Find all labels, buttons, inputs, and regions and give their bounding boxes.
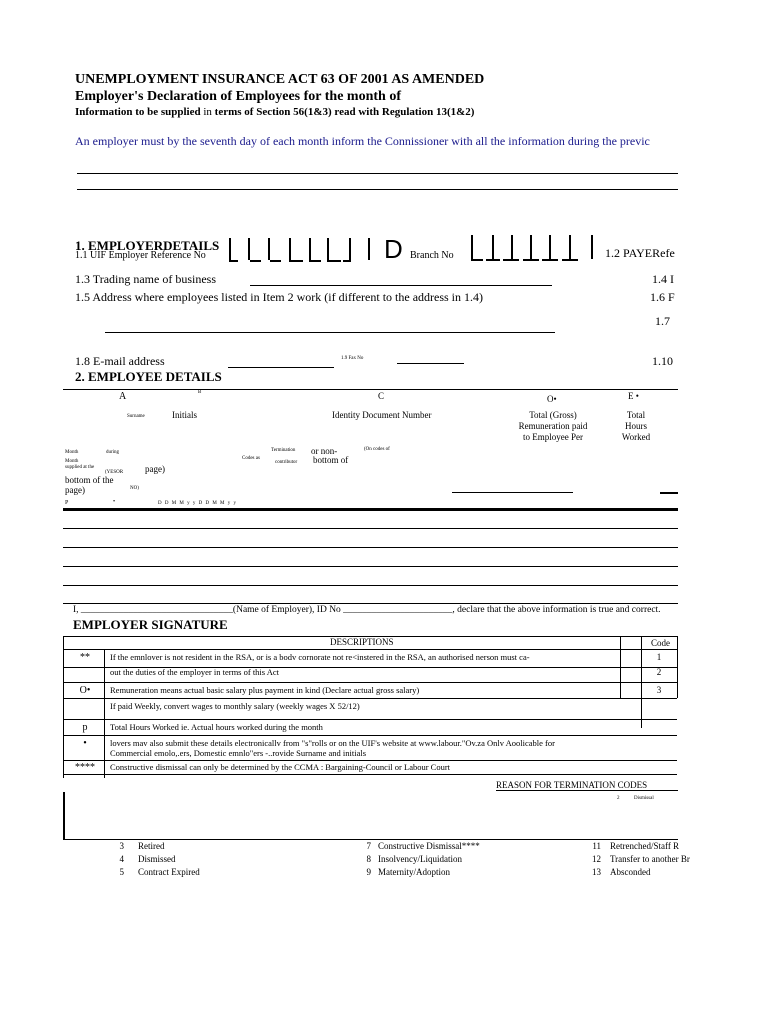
employee-row-1[interactable] xyxy=(63,528,678,529)
no-header: NO) xyxy=(130,486,139,491)
description-symbol: O• xyxy=(79,685,91,696)
branch-no-label: Branch No xyxy=(410,250,454,261)
termination-code-number: 11 xyxy=(592,841,601,851)
description-row xyxy=(63,683,677,699)
termination-code-number: 12 xyxy=(592,854,601,864)
termination-code-number: 7 xyxy=(366,841,371,851)
field-1-10-label: 1.10 xyxy=(652,354,673,368)
description-text: Constructive dismissal can only be determined by the CCMA : Bargaining-Council or Labour Court xyxy=(110,762,451,772)
form-info-line xyxy=(75,106,474,118)
description-row xyxy=(63,736,677,749)
employer-details-heading: 1. EMPLOYERDETAILS xyxy=(75,238,220,253)
surname-header: Surname xyxy=(127,414,145,419)
employee-row-4[interactable] xyxy=(63,585,678,586)
termination-code-2-number: 2 xyxy=(617,796,620,801)
bottom-of-page-header: bottom of the page) xyxy=(65,475,114,495)
description-row xyxy=(63,699,677,720)
row-p-marker: P xyxy=(65,500,69,506)
total-hours-header: Total Hours Worked xyxy=(621,410,651,442)
description-text: Commercial emolo,.ers, Domestic emnlo"ers -..rovide Surname and initials xyxy=(110,748,367,758)
uif-reference-label: 1.1 UIF Employer Reference No xyxy=(75,250,206,261)
description-text: Remuneration means actual basic salary plus payment in kind (Declare actual gross salary) xyxy=(110,685,420,695)
codes-as-header: Codes as xyxy=(242,456,260,461)
termination-box-bottom xyxy=(63,839,678,840)
uif-ref-d-letter: D xyxy=(384,234,403,264)
notice-text: An employer must by the seventh day of each month inform the Connissioner with all the information during the previc xyxy=(75,134,650,148)
initials-header: Initials xyxy=(172,410,197,420)
termination-code-label: Insolvency/Liquidation xyxy=(378,854,462,864)
descriptions-header: DESCRIPTIONS xyxy=(330,637,394,647)
field-1-7-label: 1.7 xyxy=(655,314,670,328)
description-text: If paid Weekly, convert wages to monthly salary (weekly wages X 52/12) xyxy=(110,701,360,711)
termination-codes-underline xyxy=(496,790,678,791)
termination-code-number: 5 xyxy=(119,867,124,877)
address-label: 1.5 Address where employees listed in Item 2 work (if different to the address in 1.4) xyxy=(75,290,484,304)
month-header: Month xyxy=(65,450,79,455)
code-header: Code xyxy=(651,638,670,648)
info-prefix: Information to be supplied xyxy=(75,106,201,118)
description-text: If the emnlover is not resident in the RSA, or is a bodv cornorate not re<instered in the RSA, an authorised nerson must ca- xyxy=(110,652,530,662)
description-text: lovers mav also submit these details electronicallv from "s"rolls or on the UIF's website at www.labour."Ov.za Onlv Aoolicable for xyxy=(110,738,555,748)
during-header: during xyxy=(106,450,120,455)
bottom-of-header: bottom of xyxy=(313,455,349,465)
column-e-label: E • xyxy=(628,391,639,401)
termination-box-left xyxy=(63,792,65,840)
termination-code-2-label: Dismissal xyxy=(634,796,654,801)
trading-name-field[interactable] xyxy=(250,285,552,286)
employee-table-top-rule xyxy=(63,508,678,511)
employee-row-2[interactable] xyxy=(63,547,678,548)
total-gross-header: Total (Gross) Remuneration paid to Employee Per xyxy=(518,410,588,442)
description-row xyxy=(63,665,677,683)
termination-codes-heading: REASON FOR TERMINATION CODES xyxy=(496,780,648,790)
description-symbol: • xyxy=(83,738,87,749)
field-1-4-label: 1.4 I xyxy=(652,272,674,286)
employer-signature-heading: EMPLOYER SIGNATURE xyxy=(73,617,228,632)
notice-line-1 xyxy=(77,173,678,174)
trading-name-label: 1.3 Trading name of business xyxy=(75,272,216,286)
contributor-header: contributor xyxy=(275,460,298,465)
description-row xyxy=(63,746,677,761)
termination-code-label: Maternity/Adoption xyxy=(378,867,450,877)
info-in: in xyxy=(203,106,212,118)
fax-label: 1.9 Fax No xyxy=(341,356,364,361)
termination-code-label: Retired xyxy=(138,841,165,851)
yesor-header: (YESOR xyxy=(105,470,124,475)
employee-details-heading: 2. EMPLOYEE DETAILS xyxy=(75,369,222,384)
form-title: UNEMPLOYMENT INSURANCE ACT 63 OF 2001 AS AMENDED xyxy=(75,72,485,87)
description-code: 1 xyxy=(656,652,662,662)
info-suffix: terms of Section 56(1&3) read with Regulation 13(1&2) xyxy=(214,106,475,118)
gross-total-field[interactable] xyxy=(452,492,573,493)
column-d-label: O• xyxy=(547,394,557,404)
or-non-header: or non- xyxy=(311,446,338,456)
notice-line-2 xyxy=(77,189,678,190)
address-field[interactable] xyxy=(105,332,555,333)
field-1-6-label: 1.6 F xyxy=(650,290,675,304)
description-symbol: **** xyxy=(75,762,95,773)
column-c-label: C xyxy=(378,391,385,401)
description-text: out the duties of the employer in terms of this Act xyxy=(110,667,280,677)
hours-total-field[interactable] xyxy=(660,492,678,494)
termination-code-number: 9 xyxy=(366,867,371,877)
termination-code-number: 3 xyxy=(119,841,124,851)
termination-code-number: 13 xyxy=(592,867,601,877)
description-symbol: p xyxy=(82,722,88,733)
fax-field[interactable] xyxy=(397,363,464,364)
id-number-header: Identity Document Number xyxy=(332,410,432,420)
supplied-header: supplied at the xyxy=(65,465,95,470)
employee-row-5[interactable] xyxy=(63,603,678,604)
date-format-row: D D M M y y D D M M y y xyxy=(158,501,237,506)
month2-header: Month xyxy=(65,459,79,464)
description-text: Total Hours Worked ie. Actual hours worked during the month xyxy=(110,722,323,732)
description-row xyxy=(63,720,677,736)
on-codes-header: (On codes of xyxy=(364,447,390,452)
description-symbol: ** xyxy=(80,652,90,663)
description-row xyxy=(63,760,677,775)
column-a-label: A xyxy=(119,391,127,402)
termination-code-label: Constructive Dismissal**** xyxy=(378,841,480,851)
column-b-label: B xyxy=(198,390,202,395)
termination-code-label: Retrenched/Staff R xyxy=(610,841,680,851)
row-dot-marker: • xyxy=(113,499,116,505)
paye-reference-label: 1.2 PAYERefe xyxy=(605,246,675,260)
termination-code-label: Transfer to another Br xyxy=(610,854,690,864)
termination-header: Termination xyxy=(271,448,296,453)
page-close-header: page) xyxy=(145,464,165,474)
email-label: 1.8 E-mail address xyxy=(75,354,165,368)
termination-code-label: Dismissed xyxy=(138,854,176,864)
email-field[interactable] xyxy=(228,367,334,368)
declaration-statement: I, ________________________________(Name of Employer), ID No _______________________, declare that the above information is true and correct. xyxy=(73,605,661,615)
description-code: 2 xyxy=(656,667,662,677)
termination-code-number: 8 xyxy=(366,854,371,864)
termination-code-label: Contract Expired xyxy=(138,867,200,877)
description-code: 3 xyxy=(656,685,662,695)
form-subtitle: Employer's Declaration of Employees for the month of xyxy=(75,89,401,104)
termination-code-number: 4 xyxy=(119,854,124,864)
termination-code-label: Absconded xyxy=(610,867,651,877)
employee-row-3[interactable] xyxy=(63,566,678,567)
employee-header-line xyxy=(63,389,678,390)
